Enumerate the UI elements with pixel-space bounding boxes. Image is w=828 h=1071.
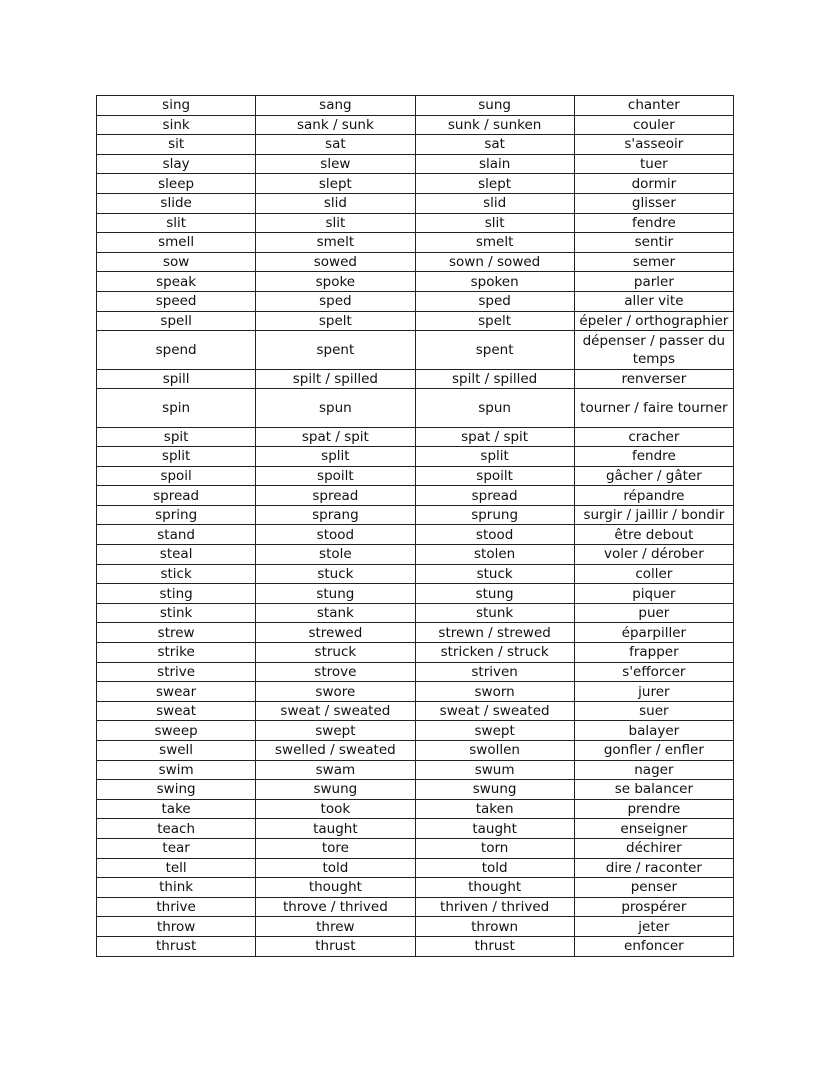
table-row	[97, 623, 734, 643]
infinitive-cell: swim	[97, 760, 256, 780]
past-participle-cell: swollen	[415, 741, 574, 761]
infinitive-cell: take	[97, 799, 256, 819]
past-participle-cell: stung	[415, 584, 574, 604]
french-translation-cell: fendre	[574, 213, 733, 233]
table-row	[97, 799, 734, 819]
past-simple-cell: smelt	[256, 233, 415, 253]
table-row	[97, 917, 734, 937]
table-row	[97, 662, 734, 682]
table-row	[97, 135, 734, 155]
past-simple-cell: slit	[256, 213, 415, 233]
table-row	[97, 291, 734, 311]
past-participle-cell: striven	[415, 662, 574, 682]
infinitive-cell: strike	[97, 643, 256, 663]
table-row	[97, 858, 734, 878]
french-translation-cell: déchirer	[574, 838, 733, 858]
table-row	[97, 564, 734, 584]
infinitive-cell: spit	[97, 427, 256, 447]
infinitive-cell: speed	[97, 291, 256, 311]
infinitive-cell: spread	[97, 486, 256, 506]
infinitive-cell: steal	[97, 545, 256, 565]
infinitive-cell: spring	[97, 505, 256, 525]
infinitive-cell: sink	[97, 115, 256, 135]
table-row	[97, 154, 734, 174]
past-simple-cell: spun	[256, 389, 415, 427]
past-simple-cell: sped	[256, 291, 415, 311]
table-row	[97, 466, 734, 486]
infinitive-cell: throw	[97, 917, 256, 937]
table-row	[97, 427, 734, 447]
past-simple-cell: throve / thrived	[256, 897, 415, 917]
past-participle-cell: sworn	[415, 682, 574, 702]
infinitive-cell: slide	[97, 193, 256, 213]
past-participle-cell: spun	[415, 389, 574, 427]
table-row	[97, 174, 734, 194]
past-participle-cell: stuck	[415, 564, 574, 584]
french-translation-cell: sentir	[574, 233, 733, 253]
past-simple-cell: swept	[256, 721, 415, 741]
past-participle-cell: stricken / struck	[415, 643, 574, 663]
irregular-verbs-table-body	[97, 96, 734, 957]
french-translation-cell: balayer	[574, 721, 733, 741]
past-participle-cell: sprung	[415, 505, 574, 525]
infinitive-cell: strive	[97, 662, 256, 682]
table-row	[97, 545, 734, 565]
infinitive-cell: stink	[97, 603, 256, 623]
past-participle-cell: stolen	[415, 545, 574, 565]
french-translation-cell: suer	[574, 701, 733, 721]
french-translation-cell: être debout	[574, 525, 733, 545]
infinitive-cell: stick	[97, 564, 256, 584]
table-row	[97, 115, 734, 135]
infinitive-cell: spill	[97, 369, 256, 389]
french-translation-cell: gonfler / enfler	[574, 741, 733, 761]
infinitive-cell: split	[97, 447, 256, 467]
past-participle-cell: swept	[415, 721, 574, 741]
french-translation-cell: puer	[574, 603, 733, 623]
table-row	[97, 643, 734, 663]
past-simple-cell: thrust	[256, 936, 415, 956]
french-translation-cell: chanter	[574, 96, 733, 116]
past-simple-cell: spat / spit	[256, 427, 415, 447]
infinitive-cell: smell	[97, 233, 256, 253]
infinitive-cell: sweep	[97, 721, 256, 741]
infinitive-cell: sow	[97, 252, 256, 272]
past-simple-cell: stung	[256, 584, 415, 604]
past-simple-cell: sang	[256, 96, 415, 116]
past-simple-cell: threw	[256, 917, 415, 937]
past-simple-cell: spoilt	[256, 466, 415, 486]
past-participle-cell: split	[415, 447, 574, 467]
infinitive-cell: thrive	[97, 897, 256, 917]
past-simple-cell: tore	[256, 838, 415, 858]
table-row	[97, 721, 734, 741]
table-row	[97, 193, 734, 213]
past-simple-cell: slid	[256, 193, 415, 213]
french-translation-cell: aller vite	[574, 291, 733, 311]
past-participle-cell: slain	[415, 154, 574, 174]
past-simple-cell: spelt	[256, 311, 415, 331]
past-simple-cell: took	[256, 799, 415, 819]
past-participle-cell: strewn / strewed	[415, 623, 574, 643]
french-translation-cell: nager	[574, 760, 733, 780]
table-row	[97, 701, 734, 721]
past-simple-cell: stood	[256, 525, 415, 545]
table-row	[97, 936, 734, 956]
infinitive-cell: thrust	[97, 936, 256, 956]
past-simple-cell: strove	[256, 662, 415, 682]
table-row	[97, 272, 734, 292]
past-participle-cell: spoilt	[415, 466, 574, 486]
infinitive-cell: tell	[97, 858, 256, 878]
infinitive-cell: sting	[97, 584, 256, 604]
infinitive-cell: sleep	[97, 174, 256, 194]
past-participle-cell: taken	[415, 799, 574, 819]
past-simple-cell: sank / sunk	[256, 115, 415, 135]
infinitive-cell: spell	[97, 311, 256, 331]
french-translation-cell: enseigner	[574, 819, 733, 839]
french-translation-cell: surgir / jaillir / bondir	[574, 505, 733, 525]
table-row	[97, 447, 734, 467]
past-participle-cell: taught	[415, 819, 574, 839]
table-row	[97, 213, 734, 233]
past-participle-cell: spilt / spilled	[415, 369, 574, 389]
infinitive-cell: tear	[97, 838, 256, 858]
past-simple-cell: stole	[256, 545, 415, 565]
past-participle-cell: thought	[415, 878, 574, 898]
table-row	[97, 760, 734, 780]
infinitive-cell: teach	[97, 819, 256, 839]
past-simple-cell: spilt / spilled	[256, 369, 415, 389]
infinitive-cell: sit	[97, 135, 256, 155]
infinitive-cell: stand	[97, 525, 256, 545]
table-row	[97, 369, 734, 389]
past-participle-cell: sweat / sweated	[415, 701, 574, 721]
past-participle-cell: thriven / thrived	[415, 897, 574, 917]
past-participle-cell: sped	[415, 291, 574, 311]
past-simple-cell: told	[256, 858, 415, 878]
infinitive-cell: sing	[97, 96, 256, 116]
table-row	[97, 505, 734, 525]
french-translation-cell: épeler / orthographier	[574, 311, 733, 331]
french-translation-cell: se balancer	[574, 780, 733, 800]
past-simple-cell: swung	[256, 780, 415, 800]
infinitive-cell: spend	[97, 331, 256, 369]
french-translation-cell: voler / dérober	[574, 545, 733, 565]
table-row	[97, 682, 734, 702]
past-participle-cell: spent	[415, 331, 574, 369]
past-simple-cell: taught	[256, 819, 415, 839]
past-participle-cell: thrust	[415, 936, 574, 956]
past-simple-cell: sweat / sweated	[256, 701, 415, 721]
past-participle-cell: torn	[415, 838, 574, 858]
table-row	[97, 741, 734, 761]
infinitive-cell: swear	[97, 682, 256, 702]
table-row	[97, 819, 734, 839]
past-simple-cell: sprang	[256, 505, 415, 525]
table-row	[97, 486, 734, 506]
table-row	[97, 838, 734, 858]
infinitive-cell: spoil	[97, 466, 256, 486]
past-participle-cell: sown / sowed	[415, 252, 574, 272]
french-translation-cell: jurer	[574, 682, 733, 702]
past-participle-cell: slid	[415, 193, 574, 213]
french-translation-cell: prendre	[574, 799, 733, 819]
table-row	[97, 603, 734, 623]
infinitive-cell: swell	[97, 741, 256, 761]
infinitive-cell: slit	[97, 213, 256, 233]
infinitive-cell: think	[97, 878, 256, 898]
table-row	[97, 584, 734, 604]
table-row	[97, 311, 734, 331]
infinitive-cell: slay	[97, 154, 256, 174]
past-simple-cell: swore	[256, 682, 415, 702]
table-row	[97, 252, 734, 272]
past-participle-cell: slit	[415, 213, 574, 233]
past-simple-cell: stuck	[256, 564, 415, 584]
french-translation-cell: gâcher / gâter	[574, 466, 733, 486]
table-row	[97, 780, 734, 800]
past-participle-cell: sat	[415, 135, 574, 155]
past-participle-cell: stunk	[415, 603, 574, 623]
french-translation-cell: éparpiller	[574, 623, 733, 643]
french-translation-cell: frapper	[574, 643, 733, 663]
past-participle-cell: swum	[415, 760, 574, 780]
infinitive-cell: swing	[97, 780, 256, 800]
past-simple-cell: thought	[256, 878, 415, 898]
table-row	[97, 897, 734, 917]
french-translation-cell: piquer	[574, 584, 733, 604]
past-participle-cell: stood	[415, 525, 574, 545]
past-participle-cell: spat / spit	[415, 427, 574, 447]
french-translation-cell: répandre	[574, 486, 733, 506]
past-participle-cell: spelt	[415, 311, 574, 331]
past-simple-cell: swam	[256, 760, 415, 780]
past-participle-cell: slept	[415, 174, 574, 194]
french-translation-cell: dire / raconter	[574, 858, 733, 878]
past-simple-cell: strewed	[256, 623, 415, 643]
french-translation-cell: s'efforcer	[574, 662, 733, 682]
table-row	[97, 331, 734, 369]
past-simple-cell: spent	[256, 331, 415, 369]
past-participle-cell: spread	[415, 486, 574, 506]
past-participle-cell: spoken	[415, 272, 574, 292]
past-participle-cell: thrown	[415, 917, 574, 937]
past-simple-cell: sat	[256, 135, 415, 155]
french-translation-cell: prospérer	[574, 897, 733, 917]
french-translation-cell: couler	[574, 115, 733, 135]
infinitive-cell: sweat	[97, 701, 256, 721]
past-simple-cell: spoke	[256, 272, 415, 292]
past-participle-cell: swung	[415, 780, 574, 800]
french-translation-cell: cracher	[574, 427, 733, 447]
past-participle-cell: told	[415, 858, 574, 878]
irregular-verbs-table	[96, 95, 734, 957]
past-simple-cell: spread	[256, 486, 415, 506]
past-simple-cell: stank	[256, 603, 415, 623]
french-translation-cell: enfoncer	[574, 936, 733, 956]
french-translation-cell: parler	[574, 272, 733, 292]
table-row	[97, 389, 734, 427]
french-translation-cell: tuer	[574, 154, 733, 174]
french-translation-cell: dépenser / passer du temps	[574, 331, 733, 369]
french-translation-cell: fendre	[574, 447, 733, 467]
french-translation-cell: dormir	[574, 174, 733, 194]
french-translation-cell: glisser	[574, 193, 733, 213]
past-simple-cell: swelled / sweated	[256, 741, 415, 761]
past-participle-cell: sunk / sunken	[415, 115, 574, 135]
past-simple-cell: slept	[256, 174, 415, 194]
french-translation-cell: coller	[574, 564, 733, 584]
past-simple-cell: slew	[256, 154, 415, 174]
french-translation-cell: renverser	[574, 369, 733, 389]
past-participle-cell: smelt	[415, 233, 574, 253]
table-row	[97, 96, 734, 116]
infinitive-cell: strew	[97, 623, 256, 643]
table-row	[97, 878, 734, 898]
past-simple-cell: struck	[256, 643, 415, 663]
past-participle-cell: sung	[415, 96, 574, 116]
table-row	[97, 525, 734, 545]
past-simple-cell: sowed	[256, 252, 415, 272]
french-translation-cell: penser	[574, 878, 733, 898]
infinitive-cell: speak	[97, 272, 256, 292]
french-translation-cell: semer	[574, 252, 733, 272]
infinitive-cell: spin	[97, 389, 256, 427]
french-translation-cell: s'asseoir	[574, 135, 733, 155]
table-row	[97, 233, 734, 253]
past-simple-cell: split	[256, 447, 415, 467]
french-translation-cell: tourner / faire tourner	[574, 389, 733, 427]
french-translation-cell: jeter	[574, 917, 733, 937]
